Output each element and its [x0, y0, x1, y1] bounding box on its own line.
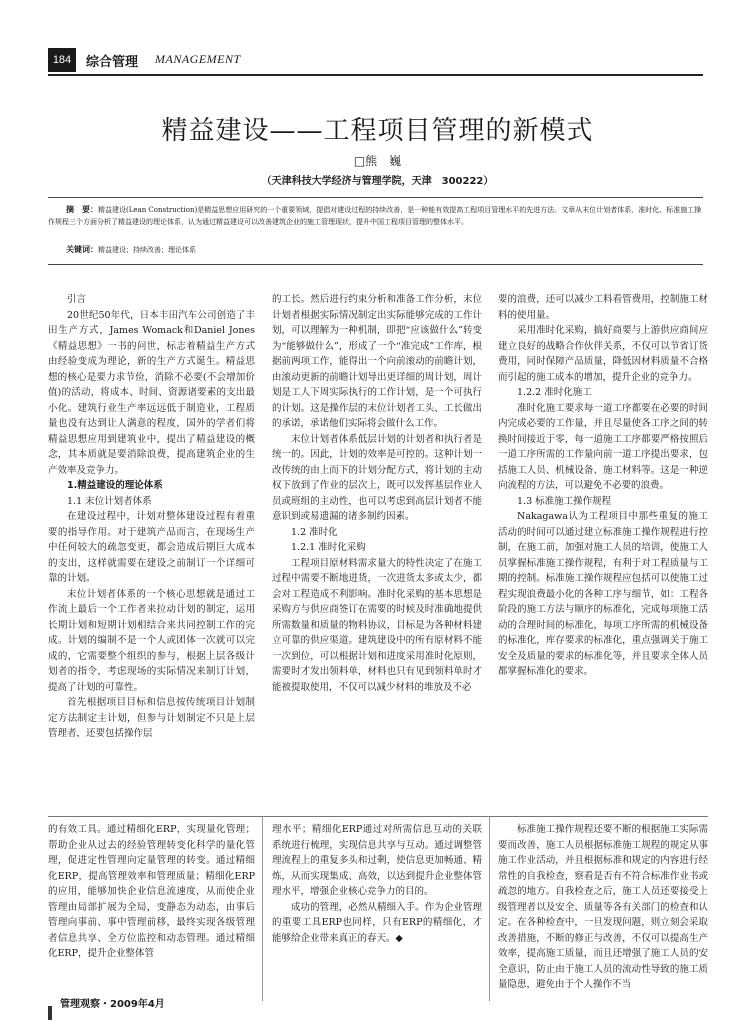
bottom-column-3 — [498, 822, 708, 993]
paragraph: 采用准时化采购，搞好商要与上游供应商间应建立良好的战略合作伙伴关系，不仅可以节省订货费用，同时保障产品质量，降低因材料质量不合格而引起的施工成本的增加，提升企业的竞争力。 — [498, 325, 708, 383]
section-heading: 1.1 末位计划者体系 — [67, 495, 152, 507]
keywords — [66, 244, 196, 255]
running-header — [48, 48, 703, 74]
column-3 — [498, 292, 708, 680]
paragraph: 标准施工操作规程还要不断的根据施工实际需要而改善，施工人员根据标准施工规程的规定从事施工作业活动，并且根据标准和规定的内容进行经常性的自我检查，察看是否有不符合标准作业书或疏忽的地方。自我检查之后，施工人员还要接受上级管理者以及安全、质量等各有关部门的检查和认定。在各种检查中，一旦发现问题，则立刻会采取改善措施，不断的修正与改善，不仅可以提高生产效率，提高施工质量，而且还增强了施工人员的安全意识，防止由于施工人员的流动性导致的施工质量隐患，避免由于个人操作不当 — [498, 824, 708, 990]
article-title: 精益建设——工程项目管理的新模式 — [161, 116, 594, 146]
section-heading: 1.2.1 准时化采购 — [291, 542, 366, 553]
section-heading: 引言 — [67, 294, 87, 305]
column-rule-1 — [262, 816, 263, 1001]
paragraph: 准时化施工要求每一道工序都要在必要的时间内完成必要的工作量，并且尽量使各工序之间的转换时间接近于零，每一道施工工序都要严格按照后一道工序所需的工作量向前一道工序提出要求，包括施工人员、机械设备、施工材料等。这是一种逆向流程的方法，可以避免不必要的浪费。 — [498, 402, 708, 491]
paragraph: 的有效工具。通过精细化ERP，实现量化管理；帮助企业从过去的经验管理转变化科学的量化管理，促进定性管理向定量管理的转变。通过精细化ERP，提高管理效率和管理质量；精细化ERP的应用，能够加快企业信息流速度，从而使企业管理由局部扩展为全局，变静态为动态，由事后管理向事前、事中管理前移，最终实现各级管理者信息共享、全方位监控和动态管理。通过精细化ERP，提升企业整体管 — [48, 824, 255, 959]
paragraph: 理水平；精细化ERP通过对所需信息互动的关联系统进行梳理，实现信息共享与互动。通过调整管理流程上的重复多头和过剩，使信息更加畅通、精炼，从而实现集成、高效，以达到提升企业整体管理水平，增强企业核心竞争力的目的。 — [272, 824, 482, 897]
column-2 — [272, 292, 482, 695]
section-title: 综合管理 — [86, 55, 139, 70]
paragraph: 末位计划者体系低层计划的计划者和执行者是统一的。因此，计划的效率是可控的。这种计划一改传统的由上而下的计划分配方式，将计划的主动权下放到了作业的层次上，既可以发挥基层作业人员或班组的主动性，也可以考虑到高层计划者不能意识到或易遗漏的诸多制约因素。 — [272, 433, 482, 522]
bottom-column-2 — [272, 822, 482, 946]
section-heading: 1.3 标准施工操作规程 — [517, 495, 612, 507]
section-divider — [48, 816, 708, 817]
section-title-en: MANAGEMENT — [155, 52, 241, 66]
abstract-text: 精益建设(Lean Construction)是精益思想应用研究的一个重要领域，提倡对建设过程的持续改善，是一种能有效提高工程项目管理水平的先进方法。文章从末位计划者体系、准时化、标准施工操作规程三个方面分析了精益建设的理论体系，认为通过精益建设可以改善建筑企业的施工管理现状，提升中国工程项目管理的整体水平。 — [48, 206, 702, 226]
journal-footer: 管理观察・2009年4月 — [60, 999, 165, 1010]
paragraph: 的工长。然后进行约束分析和准备工作分析，末位计划者根据实际情况制定出实际能够完成的工作计划，可以理解为一种机制，即把“应该做什么”转变为“能够做什么”，形成了一个“准完成”工作库，根据前两项工作，能得出一个向前滚动的前瞻计划，由滚动更新的前瞻计划导出更详细的周计划，周计划是工人下周实际执行的工作计划，是一个可执行的计划。这是操作层的末位计划者工头、工长做出的承诺，承诺他们实际将会做什么工作。 — [272, 294, 482, 429]
paragraph: 在建设过程中，计划对整体建设过程有着重要的指导作用。对于建筑产品而言，在现场生产中任何较大的疏忽变更，都会造成后期巨大成本的支出，这样就需要在建设之前制订一个详细可靠的计划。 — [48, 511, 255, 584]
paragraph: 要的浪费，还可以减少工料看管费用，控制施工材料的使用量。 — [498, 294, 708, 321]
paragraph: 20世纪50年代，日本丰田汽车公司创造了丰田生产方式，James Womack和Daniel Jones《精益思想》一书的问世，标志着精益生产方式由经验变成为理论，新的生产方式诞生。精益思想的核心是要力求节俭，消除不必要(不会增加价值)的活动，将成本、时间、资源诸要素的支出最小化。建筑行业生产率远远低于制造业，工程质量也没有达到让人满意的程度，国外的学者们将精益思想应用到建筑业中，提出了精益建设的概念，其本质就是要消除浪费，提高建筑企业的生产效率及竞争力。 — [48, 309, 255, 476]
footer-bar — [48, 1006, 52, 1020]
section-heading: 1.精益建设的理论体系 — [67, 480, 163, 491]
section-heading: 1.2 准时化 — [291, 526, 338, 538]
paragraph: 末位计划者体系的一个核心思想就是通过工作流上最后一个工作者来拉动计划的制定，运用长期计划和短期计划相结合来共同控制工作的完成。计划的编制不是一个人或团体一次就可以完成的，它需要整个组织的参与，根据上层各级计划者的指令，考虑现场的实际情况来制订计划，提高了计划的可靠性。 — [48, 588, 255, 693]
column-rule-2 — [489, 816, 490, 1001]
column-1 — [48, 292, 255, 742]
abstract-label: 摘 要： — [66, 205, 98, 214]
paragraph: 工程项目原材料需求量大的特性决定了在施工过程中需要不断地进货，一次进货太多或太少，都会对工程造成不利影响。准时化采购的基本思想是采购方与供应商签订在需要的时候及时准确地提供所需数量和质量的物料协议，目标是为各种材料建立可靠的供应渠道。建筑建设中的所有原材料不能一次到位，可以根据计划和进度采用准时化原则，需要时才发出领料单，材料也只有见到领料单时才能被提取使用，不仅可以减少材料的堆放及不必 — [272, 557, 482, 693]
paragraph: 首先根据项目目标和信息按传统项目计划制定方法制定主计划，但参与计划制定不只是上层管理者，还要包括操作层 — [48, 697, 255, 739]
affiliation: （天津科技大学经济与管理学院，天津 300222） — [261, 176, 494, 187]
keywords-label: 关键词： — [66, 245, 98, 254]
keywords-text: 精益建设；持续改善；理论体系 — [98, 246, 196, 254]
abstract-box — [48, 197, 703, 265]
paragraph: Nakagawa认为工程项目中那些重复的施工活动的时间可以通过建立标准施工操作规程进行控制，在施工前，加强对施工人员的培训，使施工人员掌握标准施工操作规程，有利于对工程质量与工期的控制。标准施工操作规程应包括可以使施工过程实现浪费最小化的各种工序与细节，如：工程各阶段的施工方法与顺序的标准化，完成每项施工活动的合理时间的标准化，每项工序所需的机械设备的标准化，库存要求的标准化，重点强调关于施工安全及质量的要求的标准化等，并且要求全体人员都掌握标准化的要求。 — [498, 511, 708, 677]
page-number: 184 — [48, 48, 76, 72]
author: □熊 巍 — [353, 154, 402, 168]
header-rule — [48, 74, 703, 76]
bottom-column-1 — [48, 822, 255, 962]
section-heading: 1.2.2 准时化施工 — [517, 387, 592, 398]
abstract — [48, 204, 703, 228]
paragraph: 成功的管理，必然从精细入手。作为企业管理的重要工具ERP也同样，只有ERP的精细化，才能够给企业带来真正的春天。◆ — [272, 901, 482, 944]
